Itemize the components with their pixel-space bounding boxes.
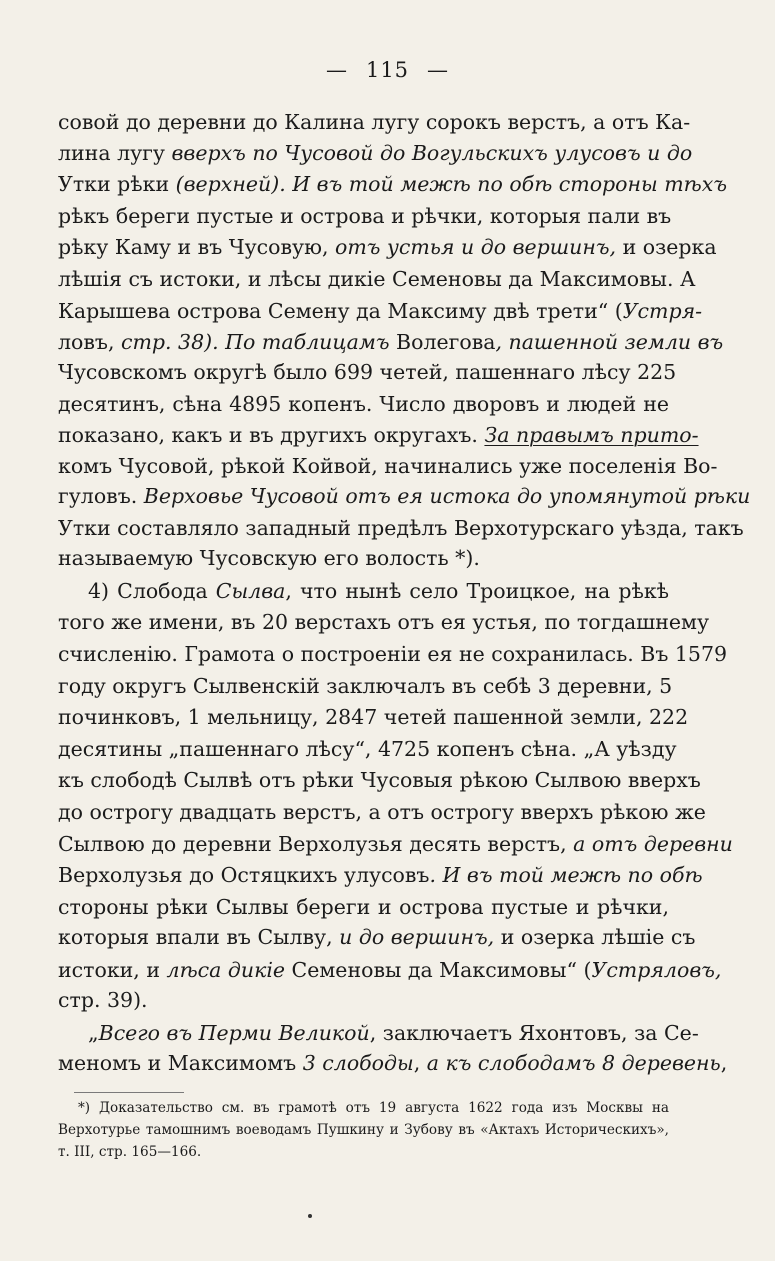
text-run: и озерка: [616, 235, 717, 259]
text-run: десятинъ, сѣна 4895 копенъ. Число дворовъ и людей не: [58, 392, 669, 416]
text-line: [58, 296, 703, 326]
text-line: [58, 702, 689, 732]
text-run: комъ Чусовой, рѣкой Койвой, начинались уже поселенія Во-: [58, 454, 718, 478]
italic-run: (верхней). И въ той межѣ по обѣ стороны тѣхъ: [169, 172, 727, 196]
header-dash-left: —: [325, 58, 348, 82]
text-run: до острогу двадцать верстъ, а отъ острогу вверхъ рѣкою же: [58, 800, 706, 824]
text-line: [58, 481, 751, 511]
text-run: стр. 39).: [58, 988, 148, 1012]
text-run: починковъ, 1 мельницу, 2847 четей пашенной земли, 222: [58, 705, 689, 729]
text-line: [58, 985, 669, 1015]
italic-run: лѣса дикіе: [166, 958, 286, 982]
text-run: рѣкъ береги пустые и острова и рѣчки, которыя пали въ: [58, 204, 672, 228]
text-line: [58, 892, 669, 922]
text-line: [58, 955, 722, 985]
text-line: [58, 389, 669, 419]
text-run: 4) Слобода: [88, 579, 216, 603]
text-run: Утки рѣки: [58, 172, 170, 196]
text-line: [58, 860, 703, 890]
page-header: [0, 58, 775, 82]
text-run: Чусовскомъ округѣ было 699 четей, пашеннаго лѣсу 225: [58, 360, 677, 384]
text-line: [88, 1018, 699, 1048]
italic-run: а отъ деревни: [573, 832, 733, 856]
text-run: ,: [720, 1051, 728, 1075]
text-line: [58, 734, 677, 764]
text-run: ,: [413, 1051, 427, 1075]
text-line: [58, 451, 718, 481]
page-number: 115: [365, 58, 410, 82]
italic-run: . И въ той межѣ по обѣ: [429, 863, 703, 887]
italic-run: За правымъ прито-: [484, 423, 699, 447]
text-run: Волегова: [396, 330, 496, 354]
text-run: показано, какъ и въ другихъ округахъ.: [58, 423, 485, 447]
text-run: лина лугу: [58, 141, 172, 165]
footnote-line: *) Доказательство см. въ грамотѣ отъ 19 августа 1622 года изъ Москвы на: [78, 1100, 669, 1116]
text-run: называемую Чусовскую его волость *).: [58, 546, 480, 570]
italic-run: 3 слободы: [302, 1051, 414, 1075]
footnote-line: Верхотурье тамошнимъ воеводамъ Пушкину и Зубову въ «Актахъ Историческихъ»,: [58, 1122, 669, 1138]
text-run: „: [88, 1021, 99, 1045]
italic-run: Всего въ Перми Великой: [98, 1021, 370, 1045]
italic-run: и до вершинъ,: [339, 925, 495, 949]
text-run: году округъ Сылвенскій заключалъ въ себѣ 3 деревни, 5: [58, 674, 673, 698]
italic-run: вверхъ по Чусовой до Вогульскихъ улусовъ и до: [171, 141, 693, 165]
italic-run: Сылва: [215, 579, 286, 603]
text-run: меномъ и Максимомъ: [58, 1051, 303, 1075]
text-line: [58, 797, 706, 827]
text-run: лѣшія съ истоки, и лѣсы дикіе Семеновы да Максимовы. А: [58, 267, 696, 291]
text-line: [58, 1048, 728, 1078]
text-run: ловъ,: [58, 330, 115, 354]
print-speck: [308, 1214, 312, 1218]
text-run: къ слободѣ Сылвѣ отъ рѣки Чусовыя рѣкою Сылвою вверхъ: [58, 768, 701, 792]
text-run: счисленію. Грамота о построеніи ея не сохранилась. Въ 1579: [58, 642, 728, 666]
text-line: [58, 169, 727, 199]
text-run: которыя впали въ Сылву,: [58, 925, 340, 949]
text-run: стороны рѣки Сылвы береги и острова пустые и рѣчки,: [58, 895, 669, 919]
text-line: [58, 765, 701, 795]
italic-run: , пашенной земли въ: [495, 330, 724, 354]
text-run: того же имени, въ 20 верстахъ отъ ея устья, по тогдашнему: [58, 610, 710, 634]
text-run: рѣку Каму и въ Чусовую,: [58, 235, 335, 259]
italic-run: Устря-: [622, 299, 703, 323]
text-line: [58, 513, 744, 543]
italic-run: а къ слободамъ 8 деревень: [426, 1051, 721, 1075]
text-run: десятины „пашеннаго лѣсу“, 4725 копенъ сѣна. „А уѣзду: [58, 737, 677, 761]
text-line: [58, 543, 669, 573]
text-line: [58, 232, 717, 262]
text-line: [58, 107, 691, 137]
text-run: Утки составляло западный предѣлъ Верхотурскаго уѣзда, такъ: [58, 516, 744, 540]
italic-run: стр. 38). По таблицамъ: [114, 330, 397, 354]
text-line: [58, 264, 696, 294]
text-run: Семеновы да Максимовы“ (: [285, 958, 592, 982]
footnote-divider: [74, 1092, 184, 1093]
text-line: [58, 829, 733, 859]
text-run: , заключаетъ Яхонтовъ, за Се-: [369, 1021, 699, 1045]
text-run: совой до деревни до Калина лугу сорокъ верстъ, а отъ Ка-: [58, 110, 691, 134]
italic-run: отъ устья и до вершинъ,: [334, 235, 617, 259]
text-line: [58, 138, 693, 168]
text-run: гуловъ.: [58, 484, 138, 508]
text-line: [88, 576, 669, 606]
text-line: [58, 922, 696, 952]
italic-run: Устряловъ,: [591, 958, 722, 982]
header-dash-right: —: [427, 58, 450, 82]
text-line: [58, 671, 673, 701]
footnote-line: т. III, стр. 165—166.: [58, 1144, 202, 1160]
text-line: [58, 420, 699, 450]
italic-run: Верховье Чусовой отъ ея истока до упомянутой рѣки: [137, 484, 751, 508]
text-run: Сылвою до деревни Верхолузья десять верстъ,: [58, 832, 574, 856]
text-line: [58, 607, 710, 637]
text-run: Карышева острова Семену да Максиму двѣ трети“ (: [58, 299, 623, 323]
text-run: Верхолузья до Остяцкихъ улусовъ: [58, 863, 430, 887]
text-line: [58, 201, 672, 231]
text-line: [58, 639, 728, 669]
text-run: истоки, и: [58, 958, 167, 982]
text-line: [58, 357, 677, 387]
text-run: и озерка лѣшіе съ: [494, 925, 696, 949]
text-run: , что нынѣ село Троицкое, на рѣкѣ: [285, 579, 669, 603]
text-line: [58, 327, 724, 357]
